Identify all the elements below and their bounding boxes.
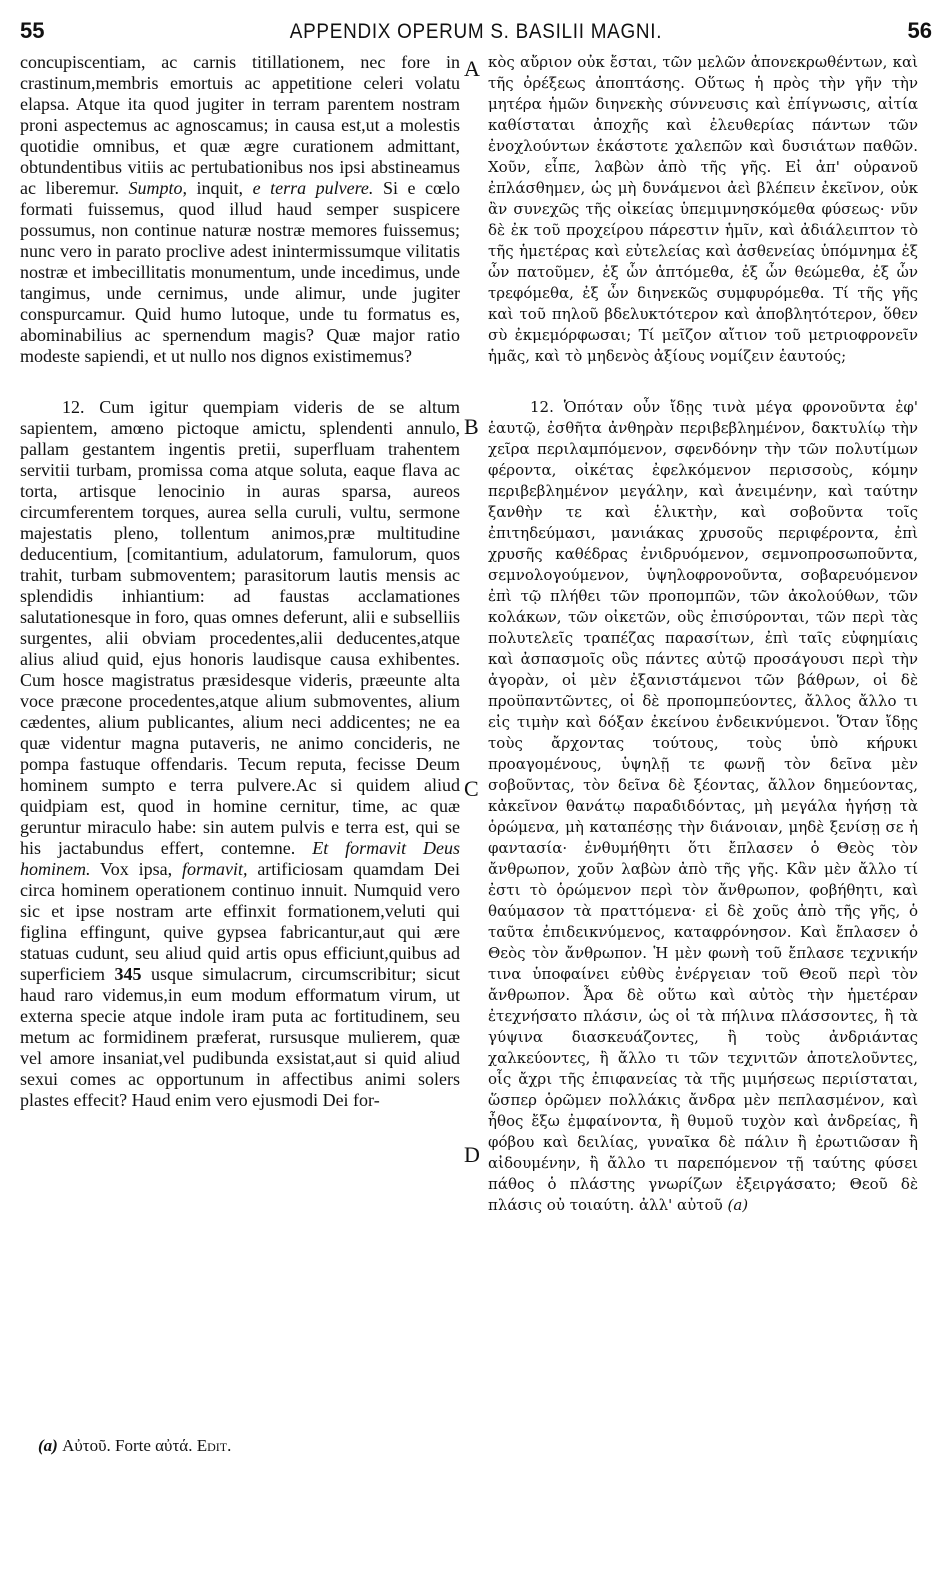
margin-marker-b: B xyxy=(464,414,479,439)
latin-column xyxy=(20,52,460,1111)
footnote-reference: (a) xyxy=(727,1196,749,1214)
latin-paragraph-1: concupiscentiam, ac carnis titillationem, nec fore in crastinum,membris emortuis ac appetitione celeri volatu elapsa. Atque ita quod jugiter in terram parentem nostram proni aspectemus ac agnoscamus; in causa est,ut a molestis quotidie omnibus, et quæ ægre curationem admittant, obtundentibus vitiis ac pertubationibus nos ipsi abstineamus ac liberemur. Sumpto, inquit, e terra pulvere. Si e cœlo formati fuissemus, quod illud haud semper suspicere possumus, non continue naturæ nostræ memores fuissemus; nunc vero in parato proclive adest inintermissumque vilitatis nostræ et imbecillitatis monumentum, unde incedimus, unde tangimus, unde cernimus, unde alimur, unde jugiter conspurcamur. Quid humo lutoque, unde tu formatus es, abominabilius ac spernendum magis? Quæ major ratio modeste sapiendi, et ut nullo nos dignos existimemus? xyxy=(20,52,460,366)
running-title: APPENDIX OPERUM S. BASILII MAGNI. xyxy=(289,20,663,43)
right-page-number: 56 xyxy=(907,18,932,43)
page-header xyxy=(20,18,932,48)
footnote-editor: Edit. xyxy=(196,1436,232,1455)
footnote-mark: (a) xyxy=(38,1436,58,1455)
greek-column xyxy=(488,52,918,1216)
margin-marker-a: A xyxy=(464,56,480,81)
greek-paragraph-1: κὸς αὔριον οὐκ ἔσται, τῶν μελῶν ἀπονεκρωθέντων, καὶ τῆς ὀρέξεως ἀποπτάσης. Οὕτως ἡ πρὸς τὴν γῆν τὴν μητέρα ἡμῶν διηνεκὴς σύννευσις καὶ ἐπίγνωσις, αἰτία καθίσταται ἀποχῆς καὶ ἐλευθερίας πάντων τῶν ἐνοχλούντων ἑκάστοτε χαλεπῶν καὶ δυσιάτων παθῶν. Χοῦν, εἶπε, λαβὼν ἀπὸ τῆς γῆς. Εἰ ἀπ' οὐρανοῦ ἐπλάσθημεν, ὡς μὴ δυνάμενοι ἀεὶ βλέπειν ἐκεῖνον, οὐκ ἂν συνεχῶς τῆς οἰκείας ὑπεμιμνησκόμεθα φύσεως· νῦν δὲ ἐκ τοῦ προχείρου πάρεστιν ἡμῖν, καὶ ἀδιάλειπτον τὸ τῆς ἡμετέρας καὶ εὐτελείας καὶ ἀσθενείας ὑπόμνημα ἐξ ὧν πατοῦμεν, ἐξ ὧν ἁπτόμεθα, ἐξ ὧν θεώμεθα, ἐξ ὧν τρεφόμεθα, ἐξ ὧν διηνεκῶς συμφυρόμεθα. Τί τῆς γῆς καὶ τοῦ πηλοῦ βδελυκτότερον καὶ ἀποβλητότερον, ὅθεν σὺ ἐκμεμόρφωσαι; Τί μεῖζον αἴτιον τοῦ μετριοφρονεῖν ἡμᾶς, καὶ τὸ μηδενὸς ἀξίους νομίζειν ἑαυτούς; xyxy=(488,53,918,365)
margin-marker-c: C xyxy=(464,776,479,801)
latin-paragraph-2: 12. Cum igitur quempiam videris de se altum sapientem, amœno pictoque amictu, splendenti annulo, pallam gestantem ingentis pretii, superfluam trahentem servitii turbam, promissa coma atque soluta, eaque flava ac torta, artisque lenocinio in auras sparsa, aureos circumferentem torques, aurea sella curuli, vultu, sermone majestatis pleno, tollentum animos,præ multitudine deducentium, [comitantium, adulatorum, famulorum, quos trahit, turbam submoventem; parasitorum lautis mensis ac splendidis inhiantium: ad faustas acclamationes salutationesque in foro, quas omnes deferunt, alii e subselliis surgentes, alii obviam procedentes,alii deducentes,atque alius aliud quid, ejus honoris laudisque causa exhibentes. Cum hosce magistratus præsidesque videris, præeunte alta voce præcone procedentes,atque alium submoventes, alium cædentes, alium publicantes, alium neci addicentes; ne ea quæ videntur magna putaveris, ne animo concideris, ne pompa fastuque offendaris. Tecum reputa, fecisse Deum hominem sumpto e terra pulvere.Ac si quidem aliud quidpiam est, quod in homine cernitur, time, ac quæ geruntur miraculo habe: sin autem pulvis e terra est, qui se his jactabundus effert, contemne. Et formavit Deus hominem. Vox ipsa, formavit, artificiosam quamdam Dei circa hominem operationem continuo innuit. Numquid vero sic et ipse nostram arte effinxit formationem,veluti qui figlina effingunt, quive gypsea fabricantur,aut qui ære statuas cudunt, seu aliud quid artis opus efficiunt,quibus ad superficiem 345 usque simulacrum, circumscribitur; sicut haud raro videmus,in eum modum efformatum virum, ut externa specie atque indole iram puta ac fortitudinem, seu metum ac formidinem præferat, rursusque mulierem, quæ vel amore insaniat,vel pudibunda exsistat,aut si quid aliud sexui comes ac opportunum in affectibus animi solers plastes effecit? Haud enim vero ejusmodi Dei for- xyxy=(20,397,460,1110)
margin-marker-d: D xyxy=(464,1142,480,1167)
footnote-text: Αὐτοῦ. Forte αὐτά. xyxy=(57,1436,197,1455)
left-page-number: 55 xyxy=(20,18,45,43)
footnote xyxy=(38,1436,918,1456)
greek-paragraph-2: 12. Ὁπόταν οὖν ἴδῃς τινὰ μέγα φρονοῦντα ἐφ' ἑαυτῷ, ἐσθῆτα ἀνθηρὰν περιβεβλημένον, δακτυλίῳ τὴν χεῖρα περιλαμπόμενον, σφενδόνην τὴν τῶν πολυτίμων φέροντα, οἰκέτας ἐφελκόμενον περισσοὺς, κόμην περιβεβλημένον μεγάλην, καὶ ἀνειμένην, καὶ ταύτην ξανθὴν τε καὶ ἑλικτὴν, καὶ σοβοῦντα τοῖς ἐπιτηδεύμασι, μανιάκας χρυσοῦς περιφέροντα, ἐπὶ χρυσῆς καθέδρας ἐνιδρυόμενον, σεμνοπροσωποῦντα, σεμνολογούμενον, ὑψηλοφρονοῦντα, σοβαρευόμενον ἐπὶ τῷ πλήθει τῶν προπομπῶν, τῶν ἀκολούθων, τῶν κολάκων, τῶν οἰκετῶν, οὓς ἐπισύρονται, τῶν περὶ τὰς πολυτελεῖς τραπέζας παρασίτων, ἐπὶ ταῖς εὐφημίαις καὶ ἀσπασμοῖς οὓς πάντες αὐτῷ προσάγουσι περὶ τὴν ἀγορὰν, οἱ μὲν ἐξανιστάμενοι τῶν βάθρων, οἱ δὲ προϋπαντῶντες, οἱ δὲ προπομπεύοντες, ἄλλος ἄλλο τι εἰς τιμὴν καὶ δόξαν ἐκείνου ἐνδεικνύμενοι. Ὅταν ἴδῃς τοὺς ἄρχοντας τούτους, τοὺς ὑπὸ κήρυκι προαγομένους, ὑψηλῇ τε φωνῇ τὸν δεῖνα μὲν σοβοῦντας, τὸν δεῖνα δὲ ξέοντας, ἄλλον δημεύοντας, κἀκεῖνον θανάτῳ παραδιδόντας, μὴ μεγάλα ἡγήσῃ τὰ ὁρώμενα, μὴ καταπέσῃς τὴν διάνοιαν, μηδὲ ξενίσῃ σε ἡ φαντασία· ἐνθυμήθητι ὅτι ἔπλασεν ὁ Θεὸς τὸν ἄνθρωπον, χοῦν λαβὼν ἀπὸ τῆς γῆς. Κἂν μὲν ἄλλο τί ἐστι τὸ ὁρώμενον περὶ τὸν ἄνθρωπον, φοβήθητι, καὶ θαύμασον τὰ πραττόμενα· εἰ δὲ χοῦς ἀπὸ τῆς γῆς, ὁ ταῦτα ἐπιδεικνύμενος, καταφρόνησον. Καὶ ἔπλασεν ὁ Θεὸς τὸν ἄνθρωπον. Ἡ μὲν φωνὴ τοῦ ἔπλασε τεχνικήν τινα ὑποφαίνει εὐθὺς ἐνέργειαν τοῦ Θεοῦ περὶ τὸν ἄνθρωπον. Ἆρα δὲ οὕτω καὶ αὐτὸς τὴν ἡμετέραν ἐτεχνήσατο πλάσιν, ὡς οἱ τὰ πήλινα πλάσσοντες, ἢ τὰ γύψινα διασκευάζοντες, ἢ τοὺς ἀνδριάντας χαλκεύοντες, ἢ ἄλλο τι τῶν τεχνιτῶν ἀποτελοῦντες, οἷς ἄχρι τῆς ἐπιφανείας τὰ τῆς μιμήσεως περιίσταται, ὥσπερ ὁρῶμεν πολλάκις ἄνδρα μὲν πεπλασμένον, καὶ ἦθος ἔξω ἐμφαίνοντα, ἢ θυμοῦ τυχὸν καὶ ἀνδρείας, ἢ φόβου καὶ δειλίας, γυναῖκα δὲ πάλιν ἢ ἐρωτιῶσαν ἢ αἰδουμένην, ἢ ἄλλο τι παρεπόμενον τῇ ταύτης φύσει πάθος ὁ πλάστης γνωρίζων ἐξειργάσατο; Θεοῦ δὲ πλάσις οὐ τοιαύτη. ἀλλ' αὐτοῦ (a) xyxy=(488,398,918,1214)
